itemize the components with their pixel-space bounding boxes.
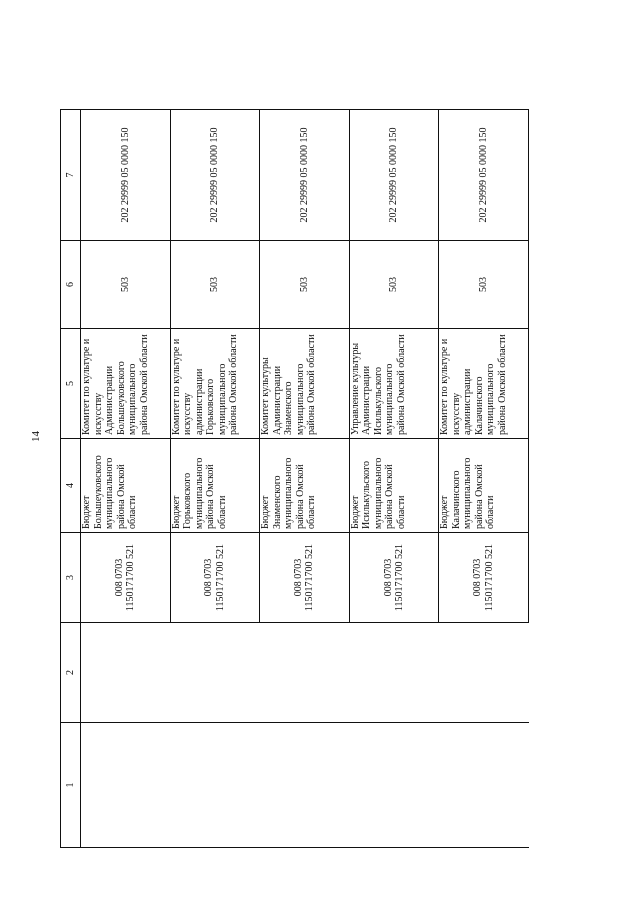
table-row: [170, 110, 260, 848]
cell-col2: [349, 623, 439, 723]
cell-col2: [260, 623, 350, 723]
cell-administrator: Комитет по культуре и искусству Администрации Большеуковского муниципального района Омской области: [81, 329, 171, 439]
cell-budget: Бюджет Знаменского муниципального района Омской области: [260, 439, 350, 533]
column-header-6: 6: [61, 241, 81, 329]
cell-code: 008 0703 1150171700 521: [170, 533, 260, 623]
column-header-4: 4: [61, 439, 81, 533]
column-header-5: 5: [61, 329, 81, 439]
cell-administrator: Комитет культуры Администрации Знаменского муниципального района Омской области: [260, 329, 350, 439]
cell-budget: Бюджет Большеуковского муниципального района Омской области: [81, 439, 171, 533]
cell-col2: [170, 623, 260, 723]
table-row: [349, 110, 439, 848]
cell-col2: [439, 623, 529, 723]
cell-code-503: 503: [260, 241, 350, 329]
column-header-7: 7: [61, 110, 81, 241]
cell-code-503: 503: [349, 241, 439, 329]
cell-col2: [81, 623, 171, 723]
cell-col1: [349, 723, 439, 848]
page-number: 14: [30, 431, 42, 442]
cell-code-503: 503: [439, 241, 529, 329]
cell-budget: Бюджет Исилькульского муниципального района Омской области: [349, 439, 439, 533]
cell-col1: [170, 723, 260, 848]
cell-kbk: 202 29999 05 0000 150: [439, 110, 529, 241]
header-row: [61, 110, 81, 848]
cell-code: 008 0703 1150171700 521: [81, 533, 171, 623]
column-header-1: 1: [61, 723, 81, 848]
table-row: [260, 110, 350, 848]
cell-kbk: 202 29999 05 0000 150: [170, 110, 260, 241]
cell-code-503: 503: [170, 241, 260, 329]
cell-code: 008 0703 1150171700 521: [349, 533, 439, 623]
cell-code-503: 503: [81, 241, 171, 329]
table-row: [81, 110, 171, 848]
cell-administrator: Управление культуры Администрации Исилькульского муниципального района Омской области: [349, 329, 439, 439]
cell-code: 008 0703 1150171700 521: [260, 533, 350, 623]
cell-kbk: 202 29999 05 0000 150: [349, 110, 439, 241]
column-header-3: 3: [61, 533, 81, 623]
cell-col1: [81, 723, 171, 848]
cell-code: 008 0703 1150171700 521: [439, 533, 529, 623]
cell-administrator: Комитет по культуре и искусству администрации Калачинского муниципального района Омской области: [439, 329, 529, 439]
cell-budget: Бюджет Горьковского муниципального района Омской области: [170, 439, 260, 533]
column-header-2: 2: [61, 623, 81, 723]
rotated-table-container: [60, 110, 529, 848]
cell-budget: Бюджет Калачинского муниципального района Омской области: [439, 439, 529, 533]
cell-col1: [439, 723, 529, 848]
budget-table: [60, 109, 529, 848]
cell-kbk: 202 29999 05 0000 150: [260, 110, 350, 241]
cell-administrator: Комитет по культуре и искусству администрации Горьковского муниципального района Омской области: [170, 329, 260, 439]
cell-col1: [260, 723, 350, 848]
table-row: [439, 110, 529, 848]
cell-kbk: 202 29999 05 0000 150: [81, 110, 171, 241]
